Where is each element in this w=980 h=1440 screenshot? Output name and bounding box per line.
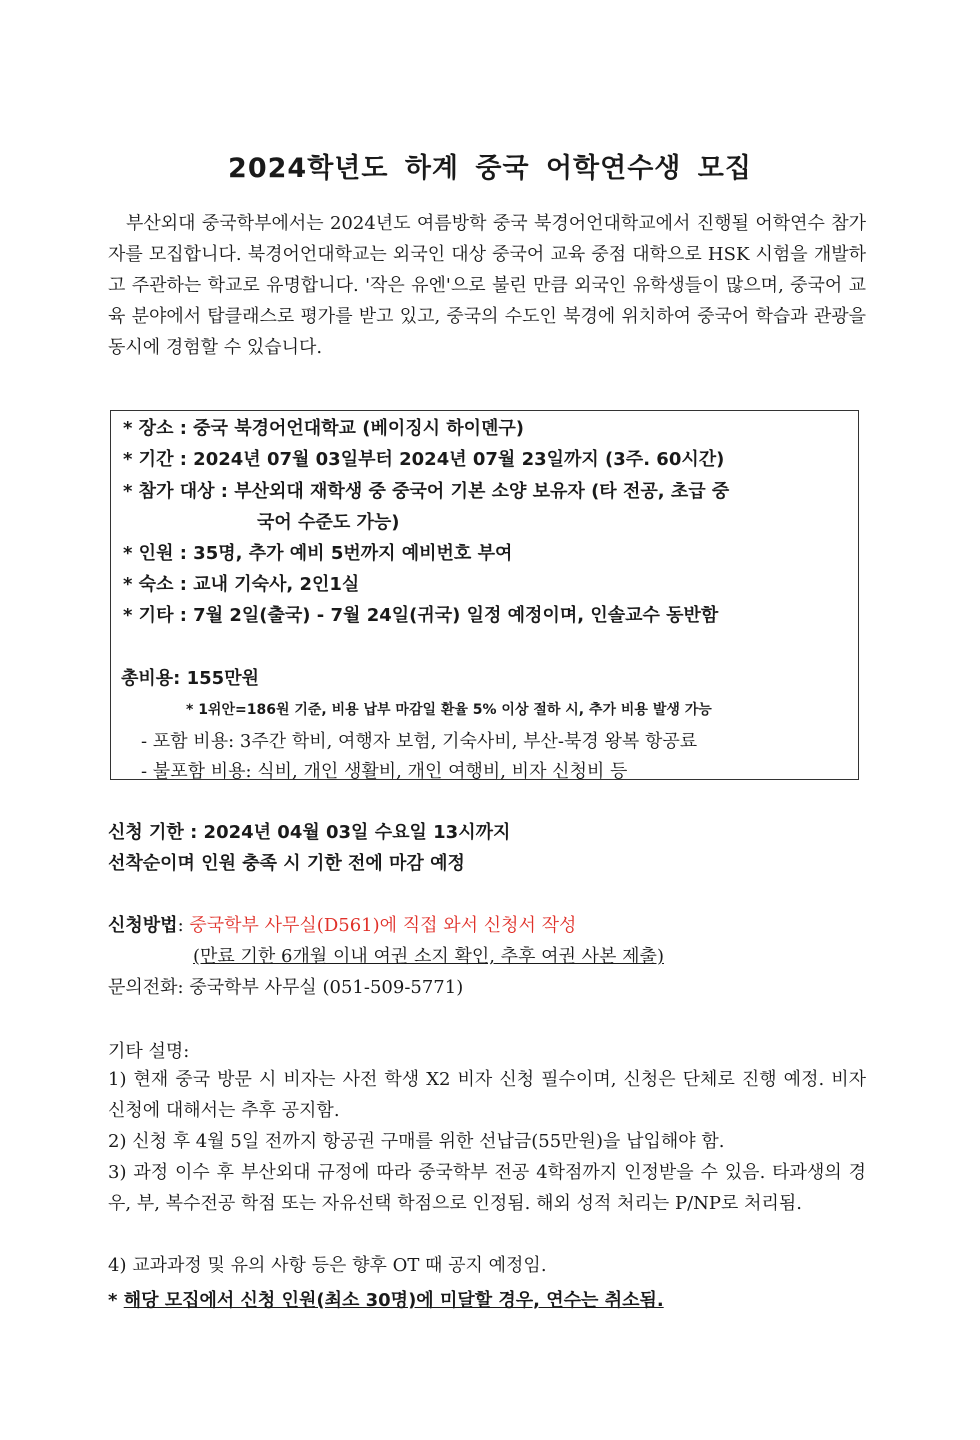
apply-label: 신청방법 [108,915,178,936]
info-period: * 기간 : 2024년 07월 03일부터 2024년 07월 23일까지 (3주. 60시간) [123,449,725,470]
info-people: * 인원 : 35명, 추가 예비 5번까지 예비번호 부여 [123,543,513,564]
intro-text: 부산외대 중국학부에서는 2024년도 여름방학 중국 북경어언대학교에서 진행될 어학연수 참가자를 모집합니다. 북경어언대학교는 외국인 대상 중국어 교육 중점 대학으로 HSK 시험을 개발하고 주관하는 학교로 유명합니다. '작은 유엔'으로 불린 만큼 외국인 유학생들이 많으며, 중국어 교육 분야에서 탑클래스로 평가를 받고 있고, 중국의 수도인 북경에 위치하여 중국어 학습과 관광을 동시에 경험할 수 있습니다. [108,213,866,358]
notice-text: 해당 모집에서 신청 인원(최소 30명)에 미달할 경우, 연수는 취소됨. [123,1290,664,1311]
info-target-cont: 국어 수준도 가능) [257,512,400,533]
deadline-line: 신청 기한 : 2024년 04월 03일 수요일 13시까지 [108,822,511,843]
info-target: * 참가 대상 : 부산외대 재학생 중 중국어 기본 소양 보유자 (타 전공, 초급 중 [123,481,730,502]
apply-method-text: 중국학부 사무실(D561)에 직접 와서 신청서 작성 [189,915,577,936]
info-place: * 장소 : 중국 북경어언대학교 (베이징시 하이뎬구) [123,418,525,439]
info-lodging: * 숙소 : 교내 기숙사, 2인1실 [123,574,360,595]
cancel-notice [108,1286,664,1312]
intro-paragraph [108,208,866,363]
document-title: 2024학년도 하계 중국 어학연수생 모집 [228,153,752,184]
total-cost: 총비용: 155만원 [121,668,259,689]
other-heading: 기타 설명: [108,1041,190,1062]
info-box [110,410,859,780]
notice-star: * [108,1290,124,1311]
other-item-1: 1) 현재 중국 방문 시 비자는 사전 학생 X2 비자 신청 필수이며, 신청은 단체로 진행 예정. 비자 신청에 대해서는 추후 공지함. [108,1069,866,1121]
other-item-3: 3) 과정 이수 후 부산외대 규정에 따라 중국학부 전공 4학점까지 인정받을 수 있음. 타과생의 경우, 부, 복수전공 학점 또는 자유선택 학점으로 인정됨. 해외 성적 처리는 P/NP로 처리됨. [108,1162,866,1214]
other-item-2: 2) 신청 후 4월 5일 전까지 항공권 구매를 위한 선납금(55만원)을 납입해야 함. [108,1131,725,1152]
deadline-note: 선착순이며 인원 충족 시 기한 전에 마감 예정 [108,853,465,874]
contact-info: 문의전화: 중국학부 사무실 (051-509-5771) [108,977,464,998]
passport-note: (만료 기한 6개월 이내 여권 소지 확인, 추후 여권 사본 제출) [193,946,664,967]
other-item-4: 4) 교과과정 및 유의 사항 등은 향후 OT 때 공지 예정임. [108,1255,547,1276]
info-etc: * 기타 : 7월 2일(출국) - 7월 24일(귀국) 일정 예정이며, 인솔교수 동반함 [123,605,719,626]
included-costs: - 포함 비용: 3주간 학비, 여행자 보험, 기숙사비, 부산-북경 왕복 항공료 [141,731,698,752]
apply-colon: : [177,915,184,936]
excluded-costs: - 불포함 비용: 식비, 개인 생활비, 개인 여행비, 비자 신청비 등 [141,761,628,782]
apply-method [108,911,576,937]
cost-note: * 1위안=186원 기준, 비용 납부 마감일 환율 5% 이상 절하 시, 추가 비용 발생 가능 [186,702,712,718]
